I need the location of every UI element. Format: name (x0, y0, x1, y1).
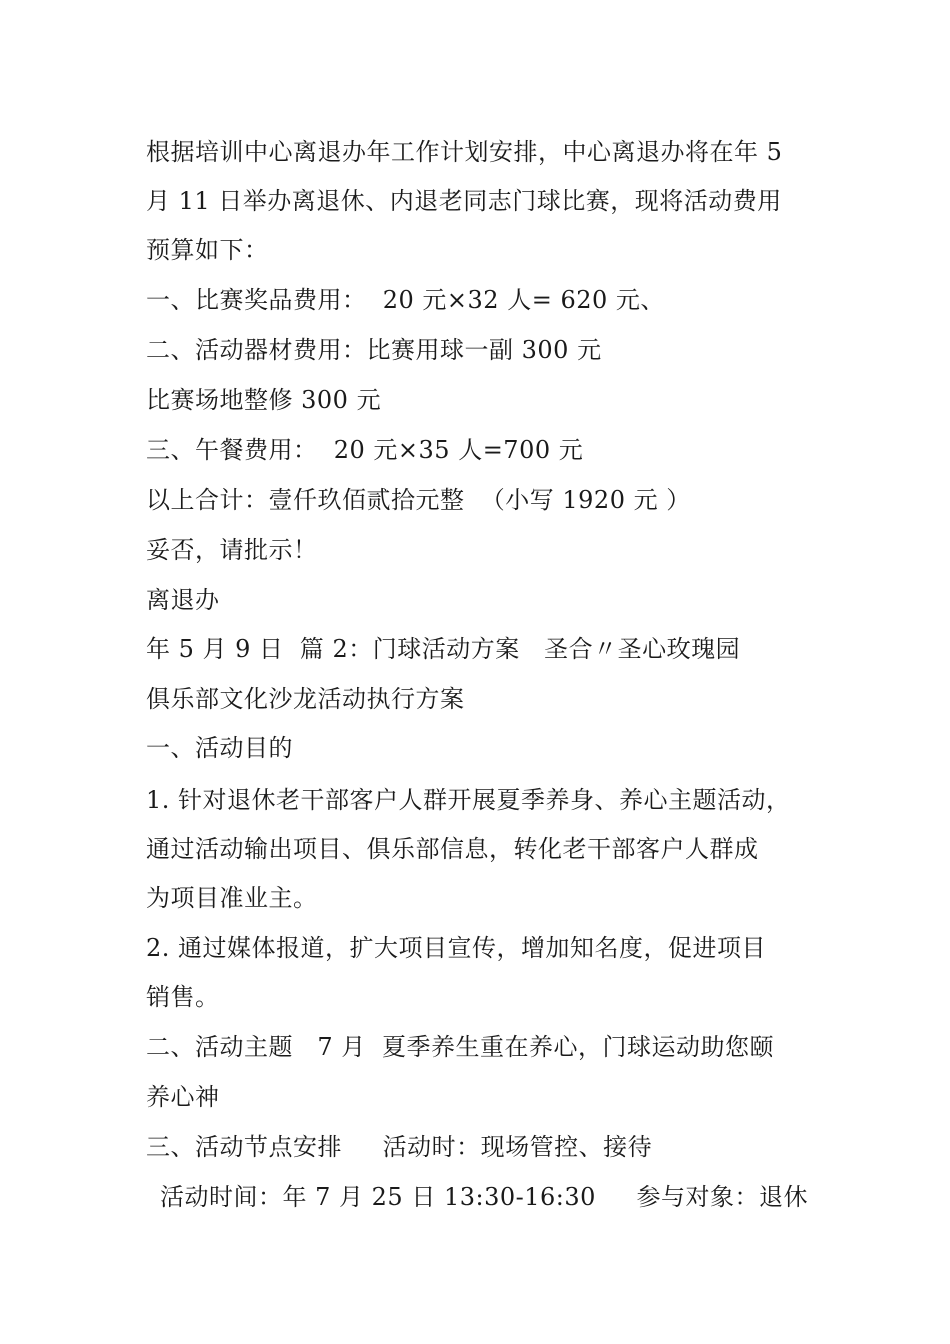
text-line: 年 5 月 9 日 篇 2：门球活动方案 圣合〃圣心玫瑰园 (146, 635, 741, 663)
text-line: 为项目准业主。 (146, 884, 318, 912)
text-line: 一、比赛奖品费用： 20 元×32 人= 620 元、 (146, 286, 665, 314)
text-line: 离退办 (146, 586, 220, 614)
text-line: 通过活动输出项目、俱乐部信息，转化老干部客户人群成 (146, 835, 759, 863)
text-line: 以上合计：壹仟玖佰贰拾元整 （小写 1920 元 ） (146, 486, 691, 514)
text-line: 预算如下： (146, 236, 269, 264)
section-heading: 三、活动节点安排 活动时：现场管控、接待 (146, 1133, 653, 1161)
text-line: 妥否，请批示！ (146, 536, 318, 564)
text-line: 月 11 日举办离退休、内退老同志门球比赛，现将活动费用 (146, 187, 782, 215)
text-line: 2. 通过媒体报道，扩大项目宣传，增加知名度，促进项目 (146, 934, 767, 962)
text-line: 养心神 (146, 1083, 220, 1111)
text-line: 三、午餐费用： 20 元×35 人=700 元 (146, 436, 584, 464)
text-line: 二、活动器材费用：比赛用球一副 300 元 (146, 336, 602, 364)
section-heading: 一、活动目的 (146, 734, 293, 762)
text-line: 销售。 (146, 983, 220, 1011)
text-line: 根据培训中心离退办年工作计划安排，中心离退办将在年 5 (146, 138, 783, 166)
text-line: 1. 针对退休老干部客户人群开展夏季养身、养心主题活动， (146, 786, 791, 814)
section-heading: 二、活动主题 7 月 夏季养生重在养心，门球运动助您颐 (146, 1033, 775, 1061)
text-line: 比赛场地整修 300 元 (146, 386, 382, 414)
text-line: 活动时间：年 7 月 25 日 13:30-16:30 参与对象：退休 (160, 1183, 809, 1211)
text-line: 俱乐部文化沙龙活动执行方案 (146, 685, 465, 713)
